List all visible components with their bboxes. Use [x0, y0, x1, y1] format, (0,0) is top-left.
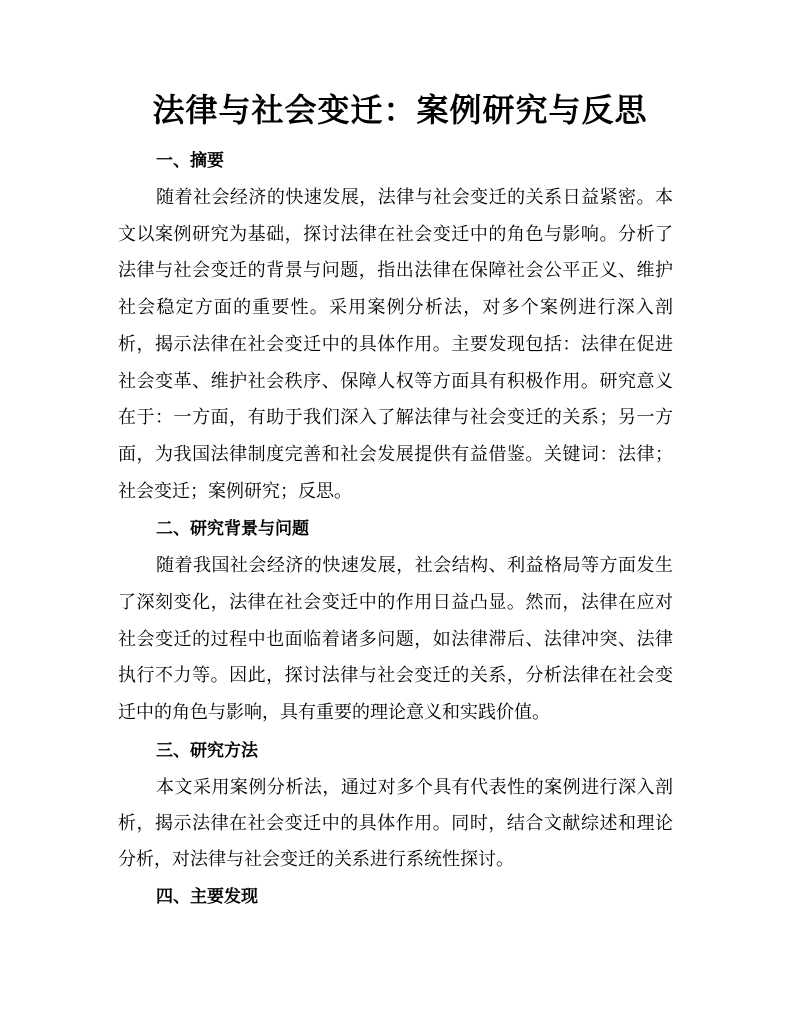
- section-heading: 三、研究方法: [156, 740, 258, 761]
- section-findings: [118, 878, 673, 916]
- document-title: 法律与社会变迁：案例研究与反思: [152, 91, 648, 129]
- section-abstract: [118, 142, 673, 510]
- section-heading: 四、主要发现: [156, 887, 258, 908]
- section-paragraph: 随着我国社会经济的快速发展，社会结构、利益格局等方面发生了深刻变化，法律在社会变迁中的作用日益凸显。然而，法律在应对社会变迁的过程中也面临着诸多问题，如法律滞后、法律冲突、法律执行不力等。因此，探讨法律与社会变迁的关系，分析法律在社会变迁中的角色与影响，具有重要的理论意义和实践价值。: [118, 555, 673, 724]
- section-heading: 二、研究背景与问题: [156, 519, 309, 540]
- document-body: [118, 142, 673, 916]
- section-background: [118, 510, 673, 732]
- section-heading: 一、摘要: [156, 151, 224, 171]
- section-methods: [118, 732, 673, 879]
- section-paragraph: 本文采用案例分析法，通过对多个具有代表性的案例进行深入剖析，揭示法律在社会变迁中的具体作用。同时，结合文献综述和理论分析，对法律与社会变迁的关系进行系统性探讨。: [118, 776, 673, 871]
- section-paragraph: 随着社会经济的快速发展，法律与社会变迁的关系日益紧密。本文以案例研究为基础，探讨法律在社会变迁中的角色与影响。分析了法律与社会变迁的背景与问题，指出法律在保障社会公平正义、维护社会稳定方面的重要性。采用案例分析法，对多个案例进行深入剖析，揭示法律在社会变迁中的具体作用。主要发现包括：法律在促进社会变革、维护社会秩序、保障人权等方面具有积极作用。研究意义在于：一方面，有助于我们深入了解法律与社会变迁的关系；另一方面，为我国法律制度完善和社会发展提供有益借鉴。关键词：法律；社会变迁；案例研究；反思。: [118, 187, 673, 502]
